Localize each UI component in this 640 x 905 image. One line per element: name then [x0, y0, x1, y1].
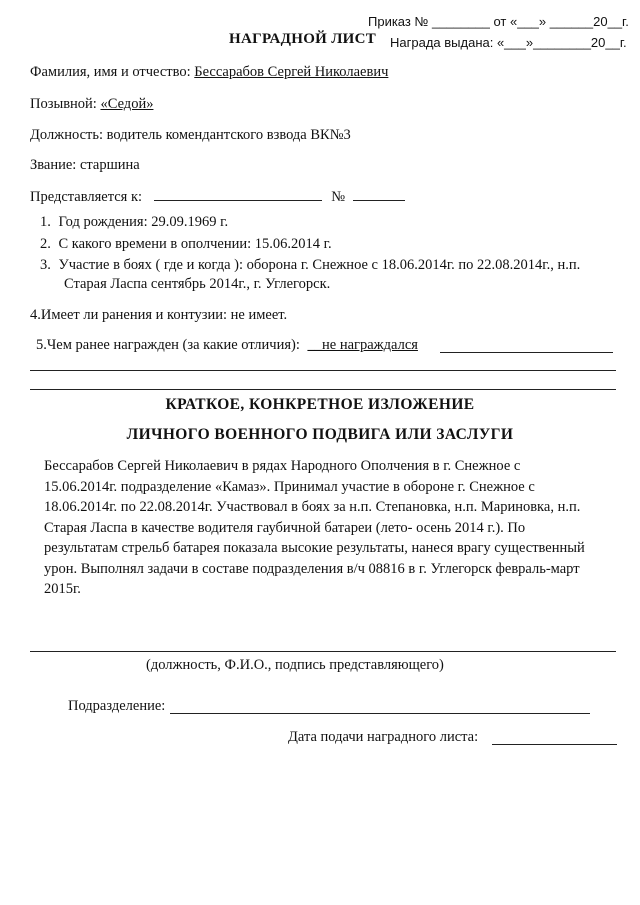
- list-item-number: 3.: [40, 257, 51, 273]
- nominated-to-label: Представляется к:: [30, 189, 143, 205]
- subdivision-blank: [170, 713, 590, 714]
- list-item-number: 2.: [40, 236, 51, 252]
- divider-line: [30, 389, 616, 390]
- subdivision-label: Подразделение:: [68, 698, 166, 714]
- list-item-continuation: Старая Ласпа сентябрь 2014г., г. Углегорск.: [64, 276, 331, 292]
- rank-line: Звание: старшина: [30, 157, 140, 173]
- narrative-line: результатам стрельб батарея показала высокие результаты, нанеся врагу существенный: [44, 540, 585, 556]
- callsign-label: Позывной:: [30, 96, 97, 112]
- full-name-label: Фамилия, имя и отчество:: [30, 64, 191, 80]
- callsign-row: [30, 96, 153, 113]
- nominated-to-blank: [154, 186, 322, 201]
- list-item: [40, 214, 228, 231]
- document-title: НАГРАДНОЙ ЛИСТ: [229, 31, 377, 47]
- number-label: №: [331, 189, 346, 205]
- callsign-value: «Седой»: [100, 96, 154, 112]
- narrative-line: 18.06.2014г. по 22.08.2014г. Участвовал в боях за н.п. Степановка, н.п. Мариновка, н.п.: [44, 499, 581, 515]
- list-item: [40, 257, 580, 274]
- award-issued-line: Награда выдана: «___»________20__г.: [390, 35, 627, 50]
- divider-line: [30, 370, 616, 371]
- submission-date-blank: [492, 744, 617, 745]
- previous-awards-row: [36, 337, 418, 354]
- list-item-text: Участие в боях ( где и когда ): оборона г. Снежное с 18.06.2014г. по 22.08.2014г., н.п.: [58, 257, 581, 273]
- previous-awards-blank: [440, 352, 613, 353]
- signature-caption: (должность, Ф.И.О., подпись представляющего): [146, 657, 444, 673]
- list-item-text: С какого времени в ополчении: 15.06.2014 г.: [58, 236, 332, 252]
- nominated-to-row: [30, 186, 405, 206]
- submission-date-label: Дата подачи наградного листа:: [288, 729, 479, 745]
- narrative-line: 2015г.: [44, 581, 81, 597]
- narrative-line: Старая Ласпа в качестве водителя гаубичной батареи (лето- осень 2014 г.). По: [44, 519, 526, 536]
- number-blank: [353, 186, 405, 201]
- previous-awards-label: 5.Чем ранее награжден (за какие отличия):: [36, 337, 300, 353]
- section-title-line2: ЛИЧНОГО ВОЕННОГО ПОДВИГА ИЛИ ЗАСЛУГИ: [126, 426, 514, 443]
- signature-line: [30, 651, 616, 652]
- narrative-line: Бессарабов Сергей Николаевич в рядах Народного Ополчения в г. Снежное с: [44, 458, 521, 474]
- merit-narrative: [44, 456, 585, 600]
- position-line: Должность: водитель комендантского взвода ВК№3: [30, 127, 351, 143]
- full-name-value: Бессарабов Сергей Николаевич: [194, 64, 389, 80]
- previous-awards-value: __не награждался: [307, 337, 418, 353]
- section-title-line1: КРАТКОЕ, КОНКРЕТНОЕ ИЗЛОЖЕНИЕ: [165, 396, 475, 413]
- wounds-line: 4.Имеет ли ранения и контузии: не имеет.: [30, 307, 288, 323]
- full-name-row: [30, 64, 388, 81]
- list-item: [40, 236, 332, 253]
- order-line: Приказ № ________ от «___» ______20__г.: [368, 14, 629, 29]
- narrative-line: урон. Выполнял задачи в составе подразделения в/ч 08816 в г. Углегорск февраль-март: [44, 560, 580, 577]
- list-item-number: 1.: [40, 214, 51, 230]
- narrative-line: 15.06.2014г. подразделение «Камаз». Принимал участие в обороне г. Снежное с: [44, 478, 535, 495]
- list-item-text: Год рождения: 29.09.1969 г.: [58, 214, 229, 230]
